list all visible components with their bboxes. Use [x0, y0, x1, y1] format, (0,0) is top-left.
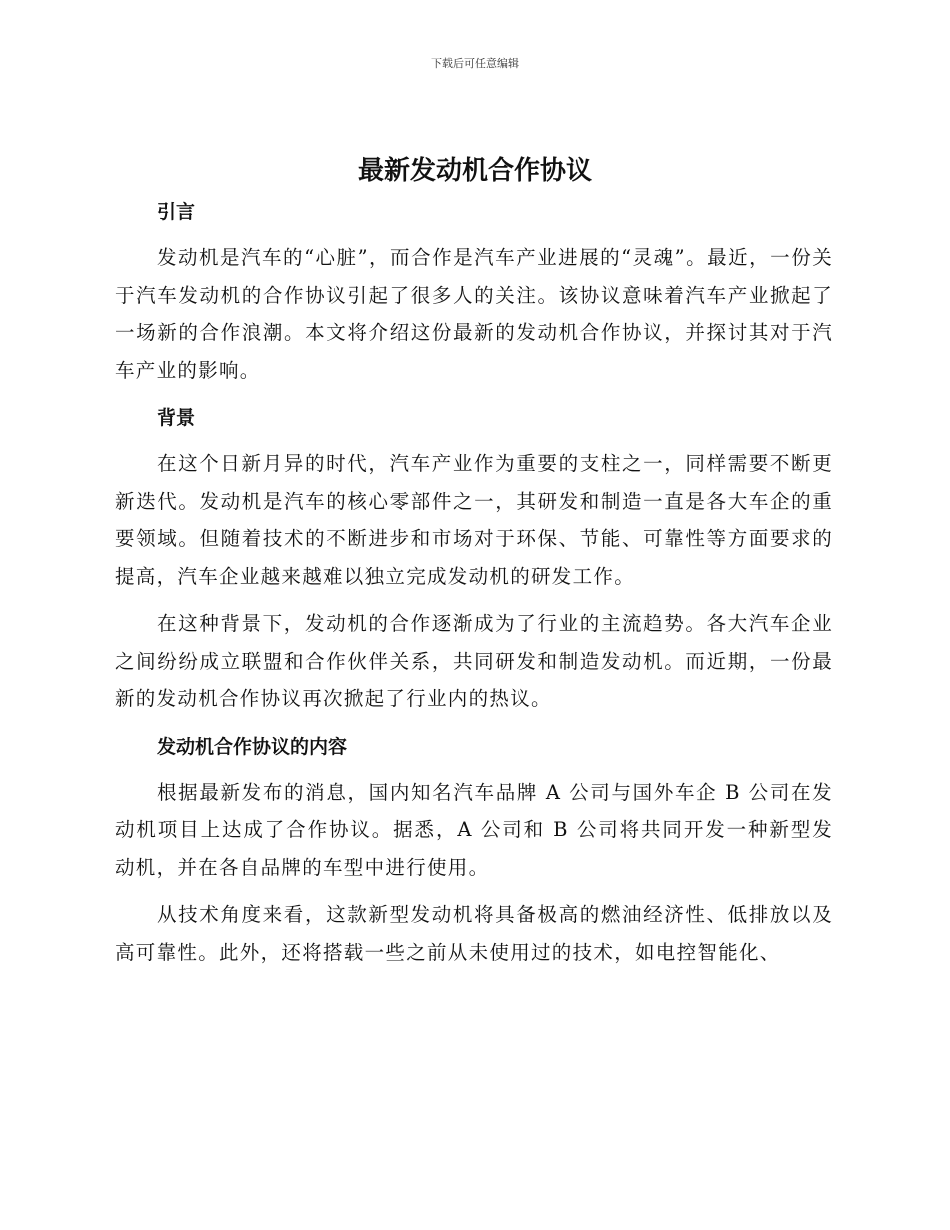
header-note: 下载后可任意编辑	[431, 57, 519, 70]
paragraph: 发动机是汽车的“心脏”，而合作是汽车产业进展的“灵魂”。最近，一份关于汽车发动机的合作协议引起了很多人的关注。该协议意味着汽车产业掀起了一场新的合作浪潮。本文将介绍这份最新的发动机合作协议，并探讨其对于汽车产业的影响。	[115, 246, 833, 382]
section-heading-agreement-content: 发动机合作协议的内容	[157, 735, 348, 758]
paragraph: 从技术角度来看，这款新型发动机将具备极高的燃油经济性、低排放以及高可靠性。此外，还将搭载一些之前从未使用过的技术，如电控智能化、	[115, 903, 833, 964]
section-heading-background: 背景	[157, 407, 196, 429]
paragraph: 在这种背景下，发动机的合作逐渐成为了行业的主流趋势。各大汽车企业之间纷纷成立联盟和合作伙伴关系，共同研发和制造发动机。而近期，一份最新的发动机合作协议再次掀起了行业内的热议。	[115, 612, 833, 710]
paragraph: 根据最新发布的消息，国内知名汽车品牌 A 公司与国外车企 B 公司在发动机项目上达成了合作协议。据悉，A 公司和 B 公司将共同开发一种新型发动机，并在各自品牌的车型中进行使用。	[115, 780, 833, 879]
section-heading-intro: 引言	[157, 201, 196, 223]
document-body	[115, 193, 833, 971]
document-title: 最新发动机合作协议	[357, 156, 592, 186]
paragraph: 在这个日新月异的时代，汽车产业作为重要的支柱之一，同样需要不断更新迭代。发动机是汽车的核心零部件之一，其研发和制造一直是各大车企的重要领域。但随着技术的不断进步和市场对于环保、节能、可靠性等方面要求的提高，汽车企业越来越难以独立完成发动机的研发工作。	[115, 452, 833, 588]
